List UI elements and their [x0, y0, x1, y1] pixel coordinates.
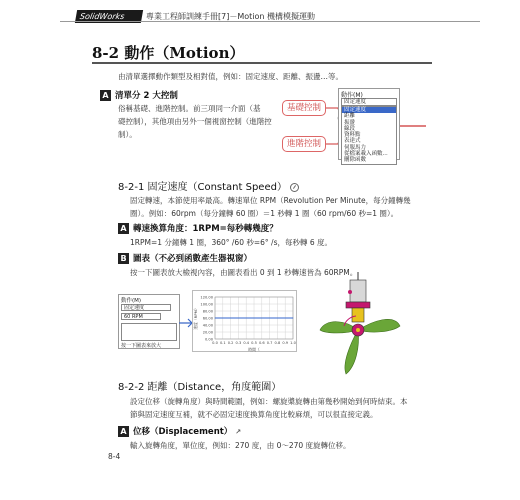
- x-axis-label: 時間（: [248, 347, 260, 352]
- x-tick-label: 0.8: [274, 341, 281, 345]
- callout-advanced-control: 進階控制: [282, 136, 326, 152]
- subsection-b-body: 按一下圖表放大檢視內容，由圖表看出 0 到 1 秒轉速皆為 60RPM。: [130, 268, 358, 277]
- subsection-a-body-line1: 俗稱基礎、進階控制。前三項同一介面（基: [118, 104, 261, 113]
- y-tick-label: 20.00: [202, 330, 213, 335]
- motion-dropdown-panel: [338, 88, 400, 164]
- option-expression[interactable]: 表達式: [344, 138, 361, 145]
- subsection-a3-title: 位移（Displacement）: [133, 427, 233, 437]
- y-tick-label: 120.00: [200, 295, 213, 300]
- subsection-a-body-line3: 制）。: [118, 130, 137, 139]
- subsection-a3-body: 輸入旋轉角度，單位度，例如：270 度，由 0～270 度旋轉位移。: [130, 441, 351, 450]
- data-point: [215, 318, 216, 319]
- x-tick-label: 0.1: [219, 341, 226, 345]
- subsection-a-title: 清單分 2 大控制: [115, 91, 178, 101]
- propeller-blades: [320, 319, 400, 374]
- running-title: 專業工程師訓練手冊[7]－Motion 機構模擬運動: [146, 12, 315, 21]
- x-tick-label: 0.4: [243, 341, 250, 345]
- speed-chart[interactable]: [192, 290, 297, 352]
- label-a3-badge: A: [118, 426, 129, 437]
- data-point: [222, 318, 223, 319]
- y-tick-label: 40.00: [202, 323, 213, 328]
- motor-body: [346, 272, 370, 322]
- constant-speed-body-line1: 固定轉速，本節使用率最高。轉速單位 RPM（Revolution Per Minute，每分鐘轉幾: [130, 196, 411, 205]
- data-point: [254, 318, 255, 319]
- header-rule: [60, 21, 480, 22]
- panel-mini-chart[interactable]: [121, 323, 177, 341]
- option-load-function[interactable]: 從檔案載入函數...: [344, 151, 388, 158]
- page-number: 8-4: [108, 452, 121, 461]
- data-point: [293, 318, 294, 319]
- y-tick-label: 80.00: [202, 309, 213, 314]
- label-b-badge: B: [118, 253, 129, 264]
- panel-caption: 按一下圖表來放大: [121, 343, 162, 349]
- panel-title: 動作(M): [121, 298, 142, 304]
- propeller-illustration: [316, 270, 402, 378]
- subsection-b-title: 圖表（不必到函數產生器視窗）: [133, 254, 253, 264]
- option-oscillating[interactable]: 振盪: [344, 119, 356, 126]
- subsection-b-heading: [118, 252, 252, 264]
- speed-icon: [290, 183, 299, 192]
- option-servo-motor[interactable]: 伺服馬力: [344, 144, 367, 151]
- x-tick-label: 0.2: [227, 341, 234, 345]
- label-a-badge: A: [100, 90, 111, 101]
- panel-speed-input[interactable]: 60 RPM: [121, 313, 161, 320]
- displacement-icon: ↗: [235, 428, 242, 436]
- option-constant-speed[interactable]: 固定速度: [342, 107, 396, 113]
- heading-constant-speed-text: 8-2-1 固定速度（Constant Speed）: [118, 182, 287, 193]
- x-tick-label: 0.9: [282, 341, 289, 345]
- option-data-points[interactable]: 資料點: [344, 132, 361, 139]
- data-point: [285, 318, 286, 319]
- motion-type-select[interactable]: 固定速度: [341, 98, 397, 106]
- motion-settings-panel: [118, 294, 180, 349]
- motion-type-options: [341, 106, 397, 165]
- x-tick-label: 1.0: [290, 341, 296, 345]
- distance-body-line1: 設定位移（旋轉角度）與時間範圍，例如：螺旋槳旋轉由第幾秒開始到何時結束。本: [130, 397, 408, 406]
- subsection-a-body-line2: 礎控制），其他項由另外一個視窗控制（進階控: [118, 117, 272, 126]
- dropdown-title: 動作(M): [341, 92, 363, 99]
- data-point: [246, 318, 247, 319]
- x-tick-label: 0.3: [235, 341, 242, 345]
- section-rule: [92, 62, 432, 64]
- heading-distance: 8-2-2 距離（Distance，角度範圍）: [118, 382, 282, 393]
- constant-speed-body-line2: 圈）。例如：60rpm（每分鐘轉 60 圈）＝1 秒轉 1 圈（60 rpm/60 秒=1 圈）。: [130, 209, 399, 218]
- y-axis-label: 速度（RPM）: [193, 306, 198, 330]
- option-delete-function[interactable]: 刪除函數: [344, 157, 367, 164]
- heading-constant-speed: [118, 178, 299, 193]
- data-point: [261, 318, 262, 319]
- distance-body-line2: 節與固定速度互補，就不必固定速度換算角度比較麻煩，可以很直接定義。: [130, 410, 378, 419]
- data-point: [277, 318, 278, 319]
- y-tick-label: 60.00: [202, 316, 213, 321]
- data-point: [238, 318, 239, 319]
- x-tick-label: 0.5: [251, 341, 257, 345]
- x-tick-label: 0.6: [258, 341, 265, 345]
- data-point: [269, 318, 270, 319]
- label-a2-badge: A: [118, 223, 129, 234]
- option-segments[interactable]: 線段: [344, 125, 356, 132]
- subsection-a3-heading: [118, 425, 241, 437]
- x-tick-label: 0.7: [266, 341, 273, 345]
- y-tick-label: 100.00: [200, 302, 213, 307]
- data-point: [230, 318, 231, 319]
- subsection-a2-title: 轉速換算角度：1RPM=每秒轉幾度？: [133, 224, 278, 234]
- section-intro: 由清單選擇動作類型及相對值，例如：固定速度、距離、振盪…等。: [118, 72, 343, 81]
- option-distance[interactable]: 距離: [344, 113, 356, 120]
- panel-motion-type-select[interactable]: 固定速度: [121, 304, 171, 311]
- subsection-a2-body: 1RPM=1 分鐘轉 1 圈，360° /60 秒=6° /s，每秒轉 6 度。: [130, 238, 333, 247]
- x-tick-label: 0.0: [212, 341, 218, 345]
- speed-chart-svg: [193, 291, 298, 353]
- subsection-a2-heading: [118, 222, 278, 234]
- subsection-a-heading: [100, 89, 178, 101]
- section-title: 8-2 動作（Motion）: [92, 44, 245, 62]
- callout-basic-control: 基礎控制: [282, 100, 326, 116]
- y-tick-label: 0.00: [204, 337, 213, 342]
- brand-logo: SolidWorks: [75, 10, 143, 23]
